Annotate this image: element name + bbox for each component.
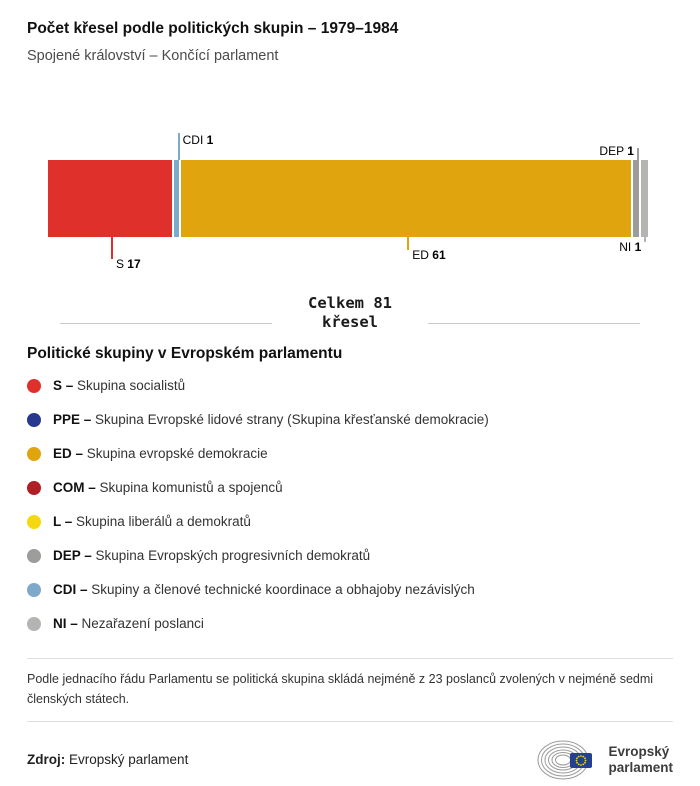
legend <box>27 345 673 632</box>
ep-logo-text-line1: Evropský <box>608 744 670 760</box>
legend-item-s <box>27 377 673 394</box>
source-value: Evropský parlament <box>69 752 189 768</box>
legend-dot-ed <box>27 447 41 461</box>
legend-label-ppe: PPE – Skupina Evropské lidové strany (Skupina křesťanské demokracie) <box>53 412 489 428</box>
legend-label-s: S – Skupina socialistů <box>53 378 186 394</box>
ep-logo-text <box>608 744 673 776</box>
callout-line-s <box>111 237 113 259</box>
total-rule-left <box>60 323 272 324</box>
legend-item-ppe <box>27 411 673 428</box>
total-seats-line1: Celkem 81 <box>308 294 392 312</box>
page-subtitle: Spojené království – Končící parlament <box>27 48 279 64</box>
footnote-text: Podle jednacího řádu Parlamentu se politická skupina skládá nejméně z 23 poslanců zvolených v nejméně sedmi členských státech. <box>27 672 654 706</box>
bar-segment-ni[interactable] <box>641 160 648 237</box>
legend-dot-ppe <box>27 413 41 427</box>
legend-item-l <box>27 513 673 530</box>
callout-line-ed <box>407 237 409 250</box>
legend-item-ed <box>27 445 673 462</box>
legend-label-dep: DEP – Skupina Evropských progresivních demokratů <box>53 548 371 564</box>
legend-label-ed: ED – Skupina evropské demokracie <box>53 446 268 462</box>
source-text <box>27 752 188 767</box>
ep-logo <box>537 738 673 782</box>
legend-item-dep <box>27 547 673 564</box>
callout-label-ed: ED 61 <box>412 248 446 262</box>
footnote-block <box>27 658 673 722</box>
bar-segment-dep[interactable] <box>633 160 638 237</box>
header <box>0 0 700 64</box>
callout-line-cdi <box>178 133 180 160</box>
total-seats <box>308 294 392 331</box>
legend-list <box>27 377 673 632</box>
callout-label-s: S 17 <box>115 257 141 271</box>
legend-label-com: COM – Skupina komunistů a spojenců <box>53 480 283 496</box>
page-title: Počet křesel podle politických skupin – 1979–1984 <box>27 20 399 37</box>
legend-label-l: L – Skupina liberálů a demokratů <box>53 514 251 530</box>
ep-logo-text-line2: parlament <box>608 759 673 775</box>
ep-logo-icon <box>537 738 599 782</box>
legend-dot-cdi <box>27 583 41 597</box>
bar-segment-ed[interactable] <box>181 160 631 237</box>
legend-item-cdi <box>27 581 673 598</box>
legend-dot-dep <box>27 549 41 563</box>
callout-line-dep <box>637 148 639 160</box>
legend-label-ni: NI – Nezařazení poslanci <box>53 616 204 632</box>
source-row <box>27 738 673 782</box>
callout-line-ni <box>644 237 646 242</box>
callout-label-ni: NI 1 <box>619 240 642 254</box>
legend-dot-l <box>27 515 41 529</box>
legend-dot-com <box>27 481 41 495</box>
stacked-bar-chart <box>0 127 700 272</box>
callout-label-cdi: CDI 1 <box>182 133 214 147</box>
bar-segment-s[interactable] <box>48 160 172 237</box>
total-row <box>60 294 640 331</box>
legend-label-cdi: CDI – Skupiny a členové technické koordinace a obhajoby nezávislých <box>53 582 475 598</box>
total-rule-right <box>428 323 640 324</box>
total-seats-line2: křesel <box>322 312 378 331</box>
legend-heading: Politické skupiny v Evropském parlamentu <box>27 345 343 363</box>
callout-label-dep: DEP 1 <box>599 144 634 158</box>
legend-dot-s <box>27 379 41 393</box>
source-label: Zdroj: <box>27 752 66 768</box>
legend-dot-ni <box>27 617 41 631</box>
legend-item-com <box>27 479 673 496</box>
bar-segment-cdi[interactable] <box>174 160 179 237</box>
legend-item-ni <box>27 615 673 632</box>
